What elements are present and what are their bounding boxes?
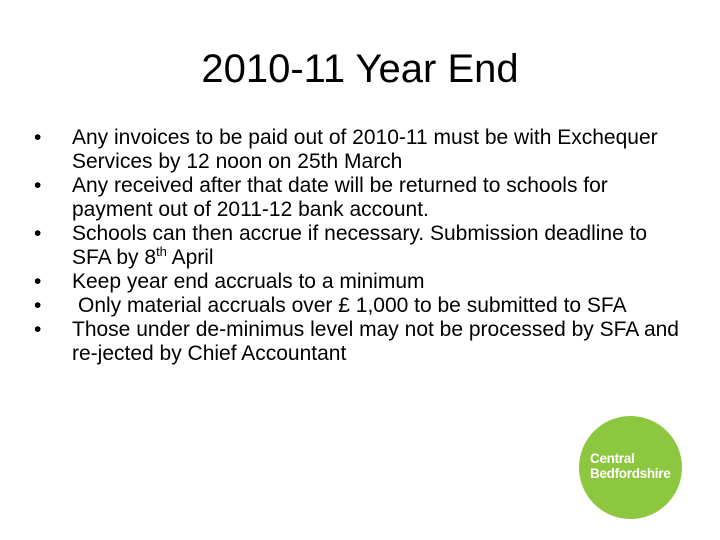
list-item (34, 294, 684, 318)
bullet-icon: • (34, 318, 42, 341)
bullet-icon: • (34, 174, 42, 197)
bullet-text-part: Schools can then accrue if necessary. Submission deadline to SFA by 8 (72, 222, 648, 269)
bullet-text: Keep year end accruals to a minimum (72, 270, 425, 293)
bullet-icon: • (34, 126, 42, 149)
logo-line-2: Bedfordshire (590, 466, 671, 481)
slide-title: 2010-11 Year End (201, 47, 519, 91)
list-item (34, 126, 684, 174)
bullet-list (34, 126, 684, 366)
list-item (34, 270, 684, 294)
bullet-icon: • (34, 294, 42, 317)
central-bedfordshire-logo (579, 416, 682, 519)
list-item (34, 174, 684, 222)
list-item (34, 222, 684, 270)
ordinal-superscript: th (156, 244, 167, 259)
bullet-text: Only material accruals over £ 1,000 to be submitted to SFA (78, 294, 627, 317)
bullet-icon: • (34, 270, 42, 293)
bullet-text: Any invoices to be paid out of 2010-11 must be with Exchequer Services by 12 noon on 25th March (72, 126, 658, 173)
bullet-icon: • (34, 222, 42, 245)
bullet-text: Those under de-minimus level may not be processed by SFA and re-jected by Chief Accountant (72, 318, 679, 365)
list-item (34, 318, 684, 366)
bullet-text-part: April (166, 246, 214, 269)
logo-line-1: Central (590, 451, 635, 466)
bullet-text (72, 222, 684, 270)
bullet-text: Any received after that date will be returned to schools for payment out of 2011-12 bank account. (72, 174, 608, 221)
